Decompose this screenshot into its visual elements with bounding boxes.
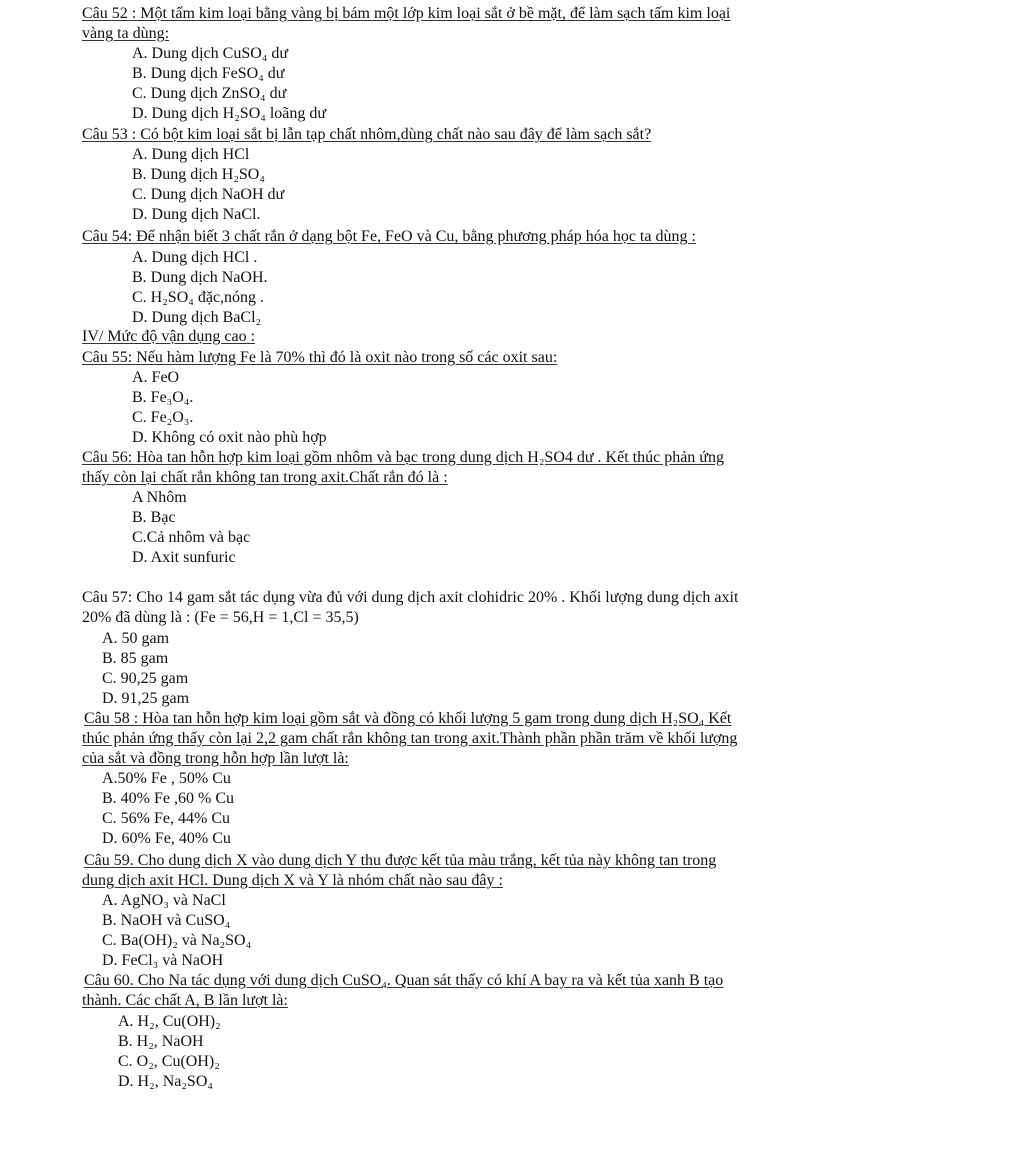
q53-option-d: D. Dung dịch NaCl. (132, 206, 261, 223)
q57-stem-line1: Câu 57: Cho 14 gam sắt tác dụng vừa đủ với dung dịch axit clohidric 20% . Khối lượng dung dịch axit (82, 589, 739, 606)
q59-stem-line1: Câu 59. Cho dung dịch X vào dung dịch Y thu được kết tủa màu trắng, kết tủa này không tan trong (84, 852, 717, 869)
q59-option-c: C. Ba(OH)₂ và Na₂SO₄ (102, 932, 252, 949)
q52-option-a: A. Dung dịch CuSO₄ dư (132, 45, 289, 62)
q53-option-c: C. Dung dịch NaOH dư (132, 186, 285, 203)
q55-option-d: D. Không có oxit nào phù hợp (132, 429, 327, 446)
q57-stem-line2: 20% đã dùng là : (Fe = 56,H = 1,Cl = 35,5) (82, 609, 359, 626)
q59-stem-line2: dung dịch axit HCl. Dung dịch X và Y là nhóm chất nào sau đây : (82, 872, 503, 889)
section-heading: IV/ Mức độ vận dụng cao : (82, 328, 256, 345)
q52-stem-line2: vàng ta dùng: (82, 25, 170, 42)
q58-stem-line1: Câu 58 : Hòa tan hỗn hợp kim loại gồm sắt và đồng có khối lượng 5 gam trong dung dịch H₂SO₄ Kết (84, 710, 732, 727)
q54-option-b: B. Dung dịch NaOH. (132, 269, 268, 286)
q57-option-b: B. 85 gam (102, 650, 169, 667)
q54-option-d: D. Dung dịch BaCl₂ (132, 309, 262, 326)
q59-option-b: B. NaOH và CuSO₄ (102, 912, 231, 929)
q59-option-a: A. AgNO₃ và NaCl (102, 892, 226, 909)
q56-option-d: D. Axit sunfuric (132, 549, 236, 566)
q55-option-b: B. Fe₃O₄. (132, 389, 194, 406)
q56-option-a: A Nhôm (132, 489, 187, 506)
q55-option-a: A. FeO (132, 369, 180, 386)
q60-option-c: C. O₂, Cu(OH)₂ (118, 1053, 220, 1070)
q52-stem-line1: Câu 52 : Một tấm kim loại bằng vàng bị bám một lớp kim loại sắt ở bề mặt, để làm sạch tấm kim loại (82, 5, 731, 22)
q52-option-d: D. Dung dịch H₂SO₄ loãng dư (132, 105, 327, 122)
q60-stem-line2: thành. Các chất A, B lần lượt là: (82, 992, 288, 1009)
q53-stem-line1: Câu 53 : Có bột kim loại sắt bị lẫn tạp chất nhôm,dùng chất nào sau đây để làm sạch sắt? (82, 126, 652, 143)
q58-stem-line2: thúc phản ứng thấy còn lại 2,2 gam chất rắn không tan trong axit.Thành phần phần trăm về khối lượng (82, 730, 738, 747)
q58-option-d: D. 60% Fe, 40% Cu (102, 830, 231, 847)
q55-stem-line1: Câu 55: Nếu hàm lượng Fe là 70% thì đó là oxit nào trong số các oxit sau: (82, 349, 558, 366)
q57-option-a: A. 50 gam (102, 630, 170, 647)
q58-option-c: C. 56% Fe, 44% Cu (102, 810, 230, 827)
q53-option-a: A. Dung dịch HCl (132, 146, 250, 163)
q58-option-a: A.50% Fe , 50% Cu (102, 770, 231, 787)
q56-stem-line1: Câu 56: Hòa tan hỗn hợp kim loại gồm nhôm và bạc trong dung dịch H₂SO4 dư . Kết thúc phản ứng (82, 449, 724, 466)
q59-option-d: D. FeCl₃ và NaOH (102, 952, 224, 969)
q58-stem-line3: của sắt và đồng trong hỗn hợp lần lượt là: (82, 750, 349, 767)
q54-option-c: C. H₂SO₄ đặc,nóng . (132, 289, 265, 306)
q53-option-b: B. Dung dịch H₂SO₄ (132, 166, 265, 183)
q60-option-b: B. H₂, NaOH (118, 1033, 204, 1050)
q55-option-c: C. Fe₂O₃. (132, 409, 194, 426)
q52-option-c: C. Dung dịch ZnSO₄ dư (132, 85, 287, 102)
q54-option-a: A. Dung dịch HCl . (132, 249, 258, 266)
q54-stem-line1: Câu 54: Để nhận biết 3 chất rắn ở dạng bột Fe, FeO và Cu, bằng phương pháp hóa học ta dùng : (82, 228, 696, 245)
q57-option-c: C. 90,25 gam (102, 670, 189, 687)
q60-stem-line1: Câu 60. Cho Na tác dụng với dung dịch CuSO₄. Quan sát thấy có khí A bay ra và kết tủa xanh B tạo (84, 972, 724, 989)
q60-option-d: D. H₂, Na₂SO₄ (118, 1073, 213, 1090)
q56-option-b: B. Bạc (132, 509, 176, 526)
q56-stem-line2: thấy còn lại chất rắn không tan trong axit.Chất rắn đó là : (82, 469, 448, 486)
q56-option-c: C.Cả nhôm và bạc (132, 529, 251, 546)
q57-option-d: D. 91,25 gam (102, 690, 190, 707)
q58-option-b: B. 40% Fe ,60 % Cu (102, 790, 234, 807)
q60-option-a: A. H₂, Cu(OH)₂ (118, 1013, 221, 1030)
q52-option-b: B. Dung dịch FeSO₄ dư (132, 65, 285, 82)
